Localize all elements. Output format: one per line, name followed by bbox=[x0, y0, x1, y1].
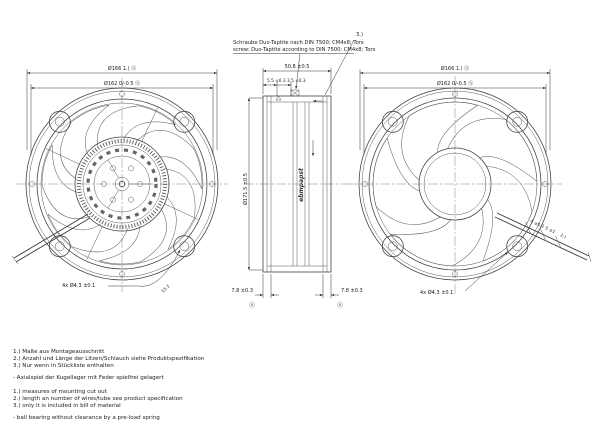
footnote-en-4: - ball bearing without clearance by a pre-load spring bbox=[13, 415, 160, 421]
dim-dia-housing: Ø171.5 ±0.5 bbox=[243, 173, 249, 205]
footnote-en-1: 1.) measures of mounting cut out bbox=[13, 389, 107, 395]
s-flag-right: Ⓢ bbox=[336, 302, 344, 309]
footnote-de-3: 3.) Nur wenn in Stückliste enthalten bbox=[13, 363, 114, 369]
cable-dim-1: 4 ±0.3 bbox=[529, 219, 545, 230]
front-view bbox=[12, 65, 228, 294]
dim-angle: 13.2 bbox=[160, 284, 172, 295]
dim-dia-outer: Ø166 1.) Ⓢ bbox=[440, 66, 470, 72]
footnotes-english bbox=[13, 389, 183, 421]
dim-dia-inner: Ø162 0/-0.5 Ⓢ bbox=[103, 81, 141, 87]
screw-icon bbox=[291, 90, 299, 96]
footnote-en-3: 3.) only it is included in bill of material bbox=[13, 403, 121, 409]
cable-dim-2: 5 ±1 bbox=[544, 226, 556, 236]
footnote-de-1: 1.) Maße aus Montageausschnitt bbox=[13, 349, 105, 355]
footnote-de-2: 2.) Anzahl und Länge der Litzen/Schlauch siehe Produktspezifikation bbox=[13, 356, 205, 362]
lead-wires bbox=[495, 213, 591, 262]
top-note-ref: 3.) bbox=[356, 32, 363, 38]
rotation-mark-icon bbox=[276, 96, 281, 100]
s-flag-left: Ⓢ bbox=[248, 302, 256, 309]
brand-logo: ebmpapst bbox=[298, 168, 305, 202]
dim-dia-inner: Ø162 0/-0.5 Ⓢ bbox=[436, 81, 474, 87]
dim-depth-right: 7.8 ±0.3 bbox=[341, 288, 363, 294]
dim-width: 50.8 ±0.5 bbox=[284, 64, 310, 70]
rear-view bbox=[347, 65, 591, 296]
footnote-en-2: 2.) length an number of wires/tube see product specification bbox=[13, 396, 183, 402]
dim-depth-left: 7.8 ±0.3 bbox=[231, 288, 253, 294]
footnotes-german bbox=[13, 349, 205, 381]
dim-mounting-holes: 4x Ø4.3 ±0.1 bbox=[62, 283, 96, 289]
dim-step1: 5.5 ±0.3 bbox=[267, 79, 286, 84]
top-note-de: Schraube Duo-Taptite nach DIN 7500; CM4x8; Torx bbox=[233, 40, 364, 46]
cable-dim-3: 2.) bbox=[559, 233, 567, 241]
dim-mounting-holes: 4x Ø4.3 ±0.1 bbox=[420, 290, 454, 296]
dim-dia-outer: Ø166 1.) Ⓢ bbox=[107, 66, 137, 72]
footnote-de-4: - Axialspiel der Kugellager mit Feder spielfrei gelagert bbox=[13, 375, 164, 381]
side-view bbox=[231, 64, 362, 309]
dim-step2: 3.5 ±0.3 bbox=[287, 79, 306, 84]
top-note-en: screw: Duo-Taptite according to DIN 7500; CM4x8; Torx bbox=[233, 47, 376, 53]
impeller-blades bbox=[347, 76, 552, 281]
